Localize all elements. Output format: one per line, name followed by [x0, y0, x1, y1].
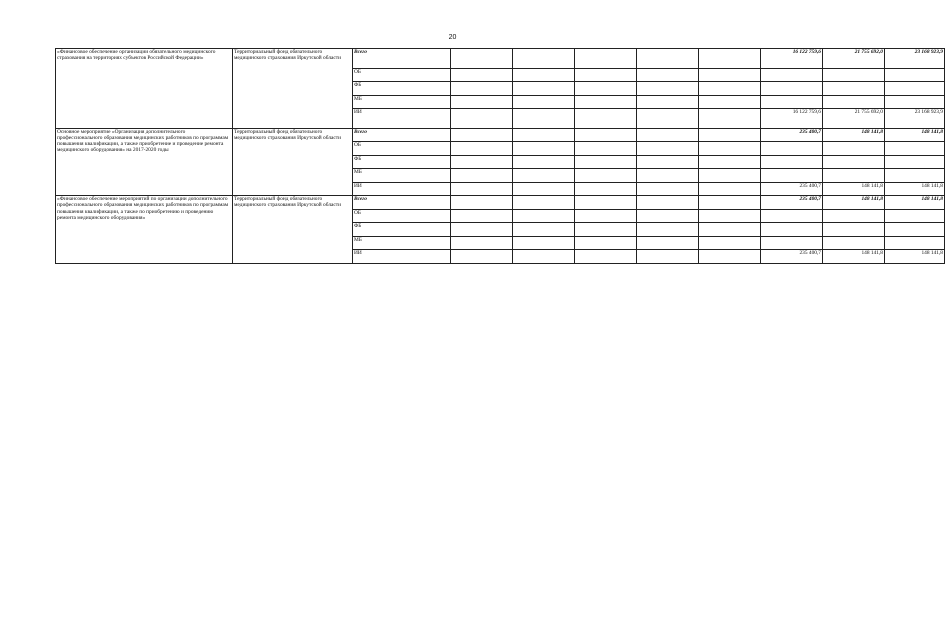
value-cell: [513, 95, 575, 109]
value-cell: [885, 196, 945, 210]
funding-source-label: Всего: [353, 128, 451, 142]
value-cell: [885, 68, 945, 82]
value-cell: [823, 68, 885, 82]
value-cell: [637, 68, 699, 82]
value-cell: [823, 109, 885, 129]
value-cell: [823, 223, 885, 237]
value-cell: [699, 95, 761, 109]
value-cell: [823, 95, 885, 109]
value-cell: [823, 82, 885, 96]
value-cell: [451, 223, 513, 237]
value-cell: [637, 95, 699, 109]
value-cell: [699, 223, 761, 237]
table-row: [56, 128, 945, 142]
value-text: 148 141,8: [921, 250, 943, 257]
value-cell: [761, 209, 823, 223]
value-text: 21 755 692,0: [854, 49, 883, 55]
value-text: 148 141,8: [861, 250, 883, 257]
funding-source-label: ОБ: [353, 68, 451, 82]
value-cell: [451, 82, 513, 96]
value-cell: [637, 196, 699, 210]
executor-name: Территориальный фонд обязательного медицинского страхования Иркутской области: [233, 128, 353, 196]
value-cell: [637, 223, 699, 237]
value-cell: [575, 109, 637, 129]
activity-name: Основное мероприятие «Организация дополнительного профессионального образования медицинских работников по программам повышения квалификации, а также приобретение и проведение ремонта медицинского оборудования» на 2017-2020 годы: [56, 128, 233, 196]
value-cell: [451, 196, 513, 210]
funding-source-label: МБ: [353, 95, 451, 109]
value-cell: [761, 236, 823, 250]
value-cell: [885, 82, 945, 96]
value-text: 21 755 692,0: [854, 109, 883, 116]
value-cell: [699, 196, 761, 210]
value-cell: [451, 155, 513, 169]
value-cell: [761, 82, 823, 96]
value-cell: [513, 169, 575, 183]
value-cell: [575, 250, 637, 264]
value-cell: [761, 196, 823, 210]
value-cell: [885, 236, 945, 250]
funding-source-label: ИИ: [353, 250, 451, 264]
value-cell: [823, 250, 885, 264]
value-text: 235 400,7: [799, 128, 821, 135]
value-cell: [761, 109, 823, 129]
value-cell: [699, 49, 761, 69]
page-number: 20: [448, 34, 457, 41]
value-text: 148 141,8: [921, 196, 943, 203]
value-text: 235 400,7: [799, 182, 821, 189]
value-cell: [761, 128, 823, 142]
value-text: 148 141,8: [861, 128, 883, 135]
value-cell: [761, 169, 823, 183]
value-cell: [451, 128, 513, 142]
value-cell: [699, 128, 761, 142]
funding-source-label: ИИ: [353, 109, 451, 129]
value-cell: [699, 182, 761, 196]
value-cell: [823, 236, 885, 250]
value-cell: [637, 250, 699, 264]
value-cell: [575, 128, 637, 142]
value-cell: [637, 169, 699, 183]
value-text: 23 168 923,9: [914, 49, 943, 55]
value-text: 23 168 923,9: [914, 109, 943, 116]
funding-source-label: ФБ: [353, 155, 451, 169]
value-cell: [823, 196, 885, 210]
value-cell: [699, 250, 761, 264]
value-cell: [575, 182, 637, 196]
value-cell: [761, 49, 823, 69]
value-cell: [823, 142, 885, 156]
value-cell: [513, 182, 575, 196]
funding-source-label: Всего: [353, 49, 451, 69]
value-cell: [699, 155, 761, 169]
value-cell: [575, 82, 637, 96]
value-cell: [885, 128, 945, 142]
value-cell: [451, 68, 513, 82]
value-cell: [823, 128, 885, 142]
value-cell: [699, 169, 761, 183]
value-cell: [761, 182, 823, 196]
value-cell: [451, 250, 513, 264]
value-cell: [513, 196, 575, 210]
value-cell: [513, 82, 575, 96]
value-cell: [823, 155, 885, 169]
value-cell: [637, 182, 699, 196]
value-cell: [637, 209, 699, 223]
value-cell: [451, 95, 513, 109]
funding-source-label: Всего: [353, 196, 451, 210]
value-text: 148 141,8: [921, 128, 943, 135]
value-cell: [575, 95, 637, 109]
value-cell: [885, 182, 945, 196]
value-text: 16 122 759,6: [792, 109, 821, 116]
value-cell: [575, 223, 637, 237]
value-cell: [451, 109, 513, 129]
value-cell: [699, 236, 761, 250]
value-cell: [761, 142, 823, 156]
value-cell: [885, 142, 945, 156]
activity-name: «Финансовое обеспечение мероприятий по организации дополнительного профессионального образования медицинских работников по программам повышения квалификации, а также по приобретению и проведению ремонта медицинского оборудования»: [56, 196, 233, 264]
value-text: 148 141,8: [861, 196, 883, 203]
value-cell: [637, 109, 699, 129]
table-row: [56, 196, 945, 210]
value-cell: [761, 68, 823, 82]
value-text: 148 141,8: [921, 182, 943, 189]
value-cell: [823, 49, 885, 69]
value-cell: [823, 169, 885, 183]
funding-source-label: ИИ: [353, 182, 451, 196]
value-cell: [513, 128, 575, 142]
value-cell: [575, 209, 637, 223]
value-cell: [575, 49, 637, 69]
value-cell: [513, 142, 575, 156]
value-cell: [513, 209, 575, 223]
value-cell: [885, 95, 945, 109]
value-cell: [761, 250, 823, 264]
value-cell: [513, 109, 575, 129]
value-cell: [699, 209, 761, 223]
value-cell: [637, 142, 699, 156]
value-cell: [637, 128, 699, 142]
value-cell: [575, 155, 637, 169]
value-cell: [699, 109, 761, 129]
value-cell: [513, 49, 575, 69]
table-row: [56, 49, 945, 69]
value-text: 16 122 759,6: [792, 49, 821, 55]
value-cell: [637, 236, 699, 250]
executor-name: Территориальный фонд обязательного медицинского страхования Иркутской области: [233, 49, 353, 129]
value-text: 148 141,8: [861, 182, 883, 189]
executor-name: Территориальный фонд обязательного медицинского страхования Иркутской области: [233, 196, 353, 264]
value-cell: [885, 223, 945, 237]
budget-table-body: [56, 49, 945, 264]
value-cell: [885, 169, 945, 183]
value-cell: [451, 169, 513, 183]
value-cell: [451, 236, 513, 250]
activity-name: «Финансовое обеспечение организации обязательного медицинского страхования на территориях субъектов Российской Федерации»: [56, 49, 233, 129]
value-cell: [451, 142, 513, 156]
value-cell: [823, 182, 885, 196]
value-cell: [761, 155, 823, 169]
value-cell: [823, 209, 885, 223]
value-cell: [637, 49, 699, 69]
value-cell: [885, 155, 945, 169]
value-cell: [575, 142, 637, 156]
funding-source-label: ФБ: [353, 223, 451, 237]
value-cell: [699, 82, 761, 96]
value-cell: [513, 236, 575, 250]
value-cell: [699, 68, 761, 82]
value-cell: [885, 209, 945, 223]
value-text: 235 400,7: [799, 250, 821, 257]
value-cell: [761, 95, 823, 109]
value-cell: [885, 49, 945, 69]
value-text: 235 400,7: [799, 196, 821, 203]
funding-source-label: ФБ: [353, 82, 451, 96]
value-cell: [575, 236, 637, 250]
budget-table: [55, 48, 945, 264]
value-cell: [513, 250, 575, 264]
value-cell: [885, 250, 945, 264]
value-cell: [451, 49, 513, 69]
value-cell: [637, 82, 699, 96]
value-cell: [637, 155, 699, 169]
funding-source-label: МБ: [353, 236, 451, 250]
value-cell: [699, 142, 761, 156]
value-cell: [513, 68, 575, 82]
value-cell: [575, 68, 637, 82]
value-cell: [575, 196, 637, 210]
value-cell: [513, 155, 575, 169]
value-cell: [575, 169, 637, 183]
value-cell: [885, 109, 945, 129]
value-cell: [513, 223, 575, 237]
value-cell: [451, 209, 513, 223]
value-cell: [451, 182, 513, 196]
value-cell: [761, 223, 823, 237]
funding-source-label: ОБ: [353, 209, 451, 223]
funding-source-label: МБ: [353, 169, 451, 183]
funding-source-label: ОБ: [353, 142, 451, 156]
